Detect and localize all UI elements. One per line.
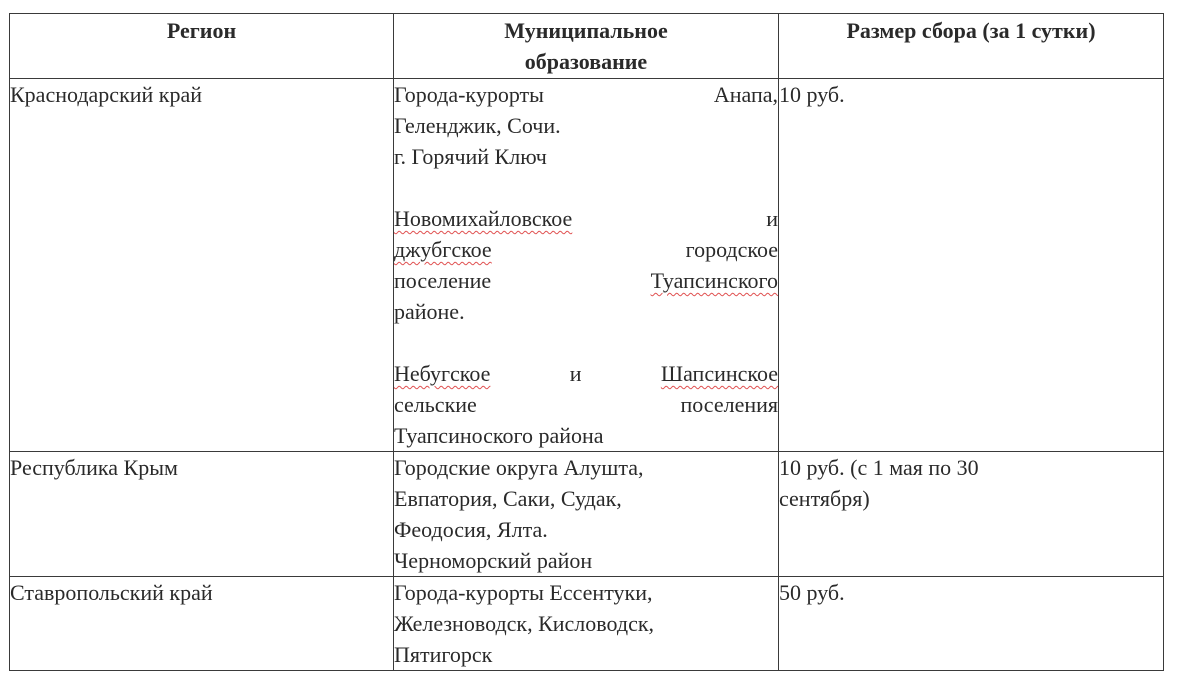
municipality-cell [394, 452, 779, 577]
fee-cell: 10 руб. (с 1 мая по 30 сентября) [779, 452, 1164, 577]
muni-line: Новомихайловское и [394, 206, 778, 231]
muni-line: Евпатория, Саки, Судак, [394, 486, 622, 511]
resort-fee-table [9, 13, 1164, 671]
muni-line: Пятигорск [394, 642, 493, 667]
muni-line: поселение Туапсинского [394, 268, 778, 293]
header-region: Регион [10, 14, 394, 79]
muni-line: Города-курорты Ессентуки, [394, 580, 653, 605]
muni-line: Туапсиноского района [394, 423, 604, 448]
muni-line: Железноводск, Кисловодск, [394, 611, 655, 636]
region-cell: Краснодарский край [10, 79, 394, 452]
municipality-cell [394, 577, 779, 671]
header-fee: Размер сбора (за 1 сутки) [779, 14, 1164, 79]
table-row [10, 577, 1164, 671]
muni-line: г. Горячий Ключ [394, 144, 547, 169]
muni-line: Небугское и Шапсинское [394, 361, 778, 386]
region-cell: Республика Крым [10, 452, 394, 577]
fee-cell: 50 руб. [779, 577, 1164, 671]
muni-line: Черноморский район [394, 548, 593, 573]
muni-line: Города-курорты Анапа, [394, 82, 778, 107]
muni-line: Феодосия, Ялта. [394, 517, 548, 542]
muni-line: джубгское городское [394, 237, 778, 262]
municipality-cell [394, 79, 779, 452]
muni-line: районе. [394, 299, 465, 324]
muni-line: Геленджик, Сочи. [394, 113, 561, 138]
muni-line: Городские округа Алушта, [394, 455, 644, 480]
header-row [10, 14, 1164, 79]
table-row [10, 79, 1164, 452]
fee-cell: 10 руб. [779, 79, 1164, 452]
table-row [10, 452, 1164, 577]
region-cell: Ставропольский край [10, 577, 394, 671]
header-municipality: Муниципальное образование [394, 14, 779, 79]
muni-line: сельские поселения [394, 392, 778, 417]
